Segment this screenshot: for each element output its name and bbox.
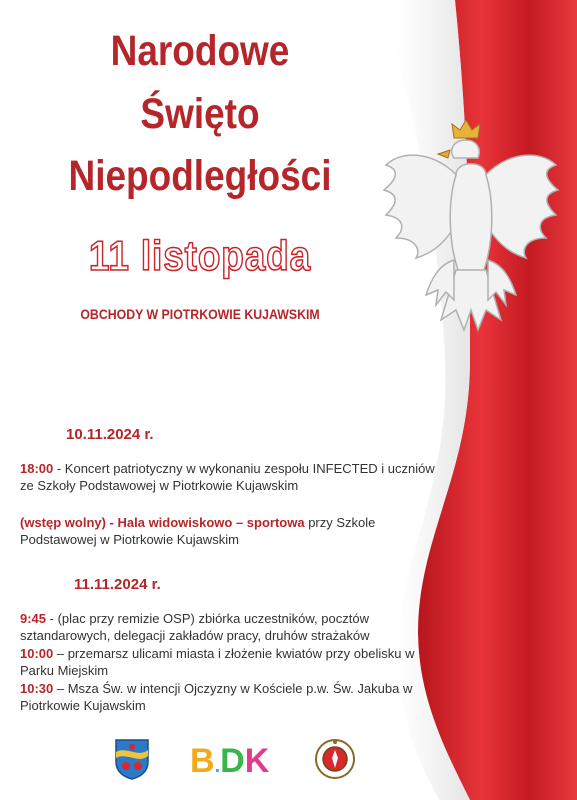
day2-item3-text: – Msza Św. w intencji Ojczyzny w Kościele p.w. Św. Jakuba w Piotrkowie Kujawskim xyxy=(20,681,413,713)
coat-of-arms-logo xyxy=(114,738,150,780)
day1-item2 xyxy=(20,514,440,548)
bdk-logo-b: B xyxy=(190,742,215,780)
bdk-logo-d: D xyxy=(220,742,245,780)
day1-item1 xyxy=(20,460,440,494)
day1-item2-bold: (wstęp wolny) - Hala widowiskowo – sportowa xyxy=(20,515,305,530)
day2-item1-text: - (plac przy remizie OSP) zbiórka uczestników, pocztów sztandarowych, delegacji zakładów pracy, druhów strażaków xyxy=(20,611,370,643)
day2-item3 xyxy=(20,680,440,714)
day1-date: 10.11.2024 r. xyxy=(66,426,154,443)
day1-item1-text: - Koncert patriotyczny w wykonaniu zespołu INFECTED i uczniów ze Szkoły Podstawowej w Piotrkowie Kujawskim xyxy=(20,461,435,493)
bdk-logo xyxy=(190,741,270,781)
white-eagle-emblem xyxy=(376,120,566,340)
bdk-logo-dot: . xyxy=(214,755,221,777)
day2-item2 xyxy=(20,645,440,679)
day1-item1-time: 18:00 xyxy=(20,461,54,476)
event-date-headline: 11 listopada xyxy=(88,232,312,279)
day2-item3-time: 10:30 xyxy=(20,681,54,696)
day2-item2-time: 10:00 xyxy=(20,646,54,661)
fire-brigade-emblem xyxy=(314,738,356,780)
title-line-1: Narodowe xyxy=(110,27,290,75)
day1-item2-text: przy Szkole Podstawowej w Piotrkowie Kujawskim xyxy=(20,515,376,547)
title-line-3: Niepodległości xyxy=(68,152,332,200)
day2-item2-text: – przemarsz ulicami miasta i złożenie kwiatów przy obelisku w Parku Miejskim xyxy=(20,646,415,678)
day2-date: 11.11.2024 r. xyxy=(74,576,161,593)
day2-item1 xyxy=(20,610,440,644)
day2-item1-time: 9:45 xyxy=(20,611,47,626)
title-line-2: Święto xyxy=(140,90,260,138)
bdk-logo-k: K xyxy=(244,742,270,780)
subtitle: OBCHODY W PIOTRKOWIE KUJAWSKIM xyxy=(80,306,320,322)
